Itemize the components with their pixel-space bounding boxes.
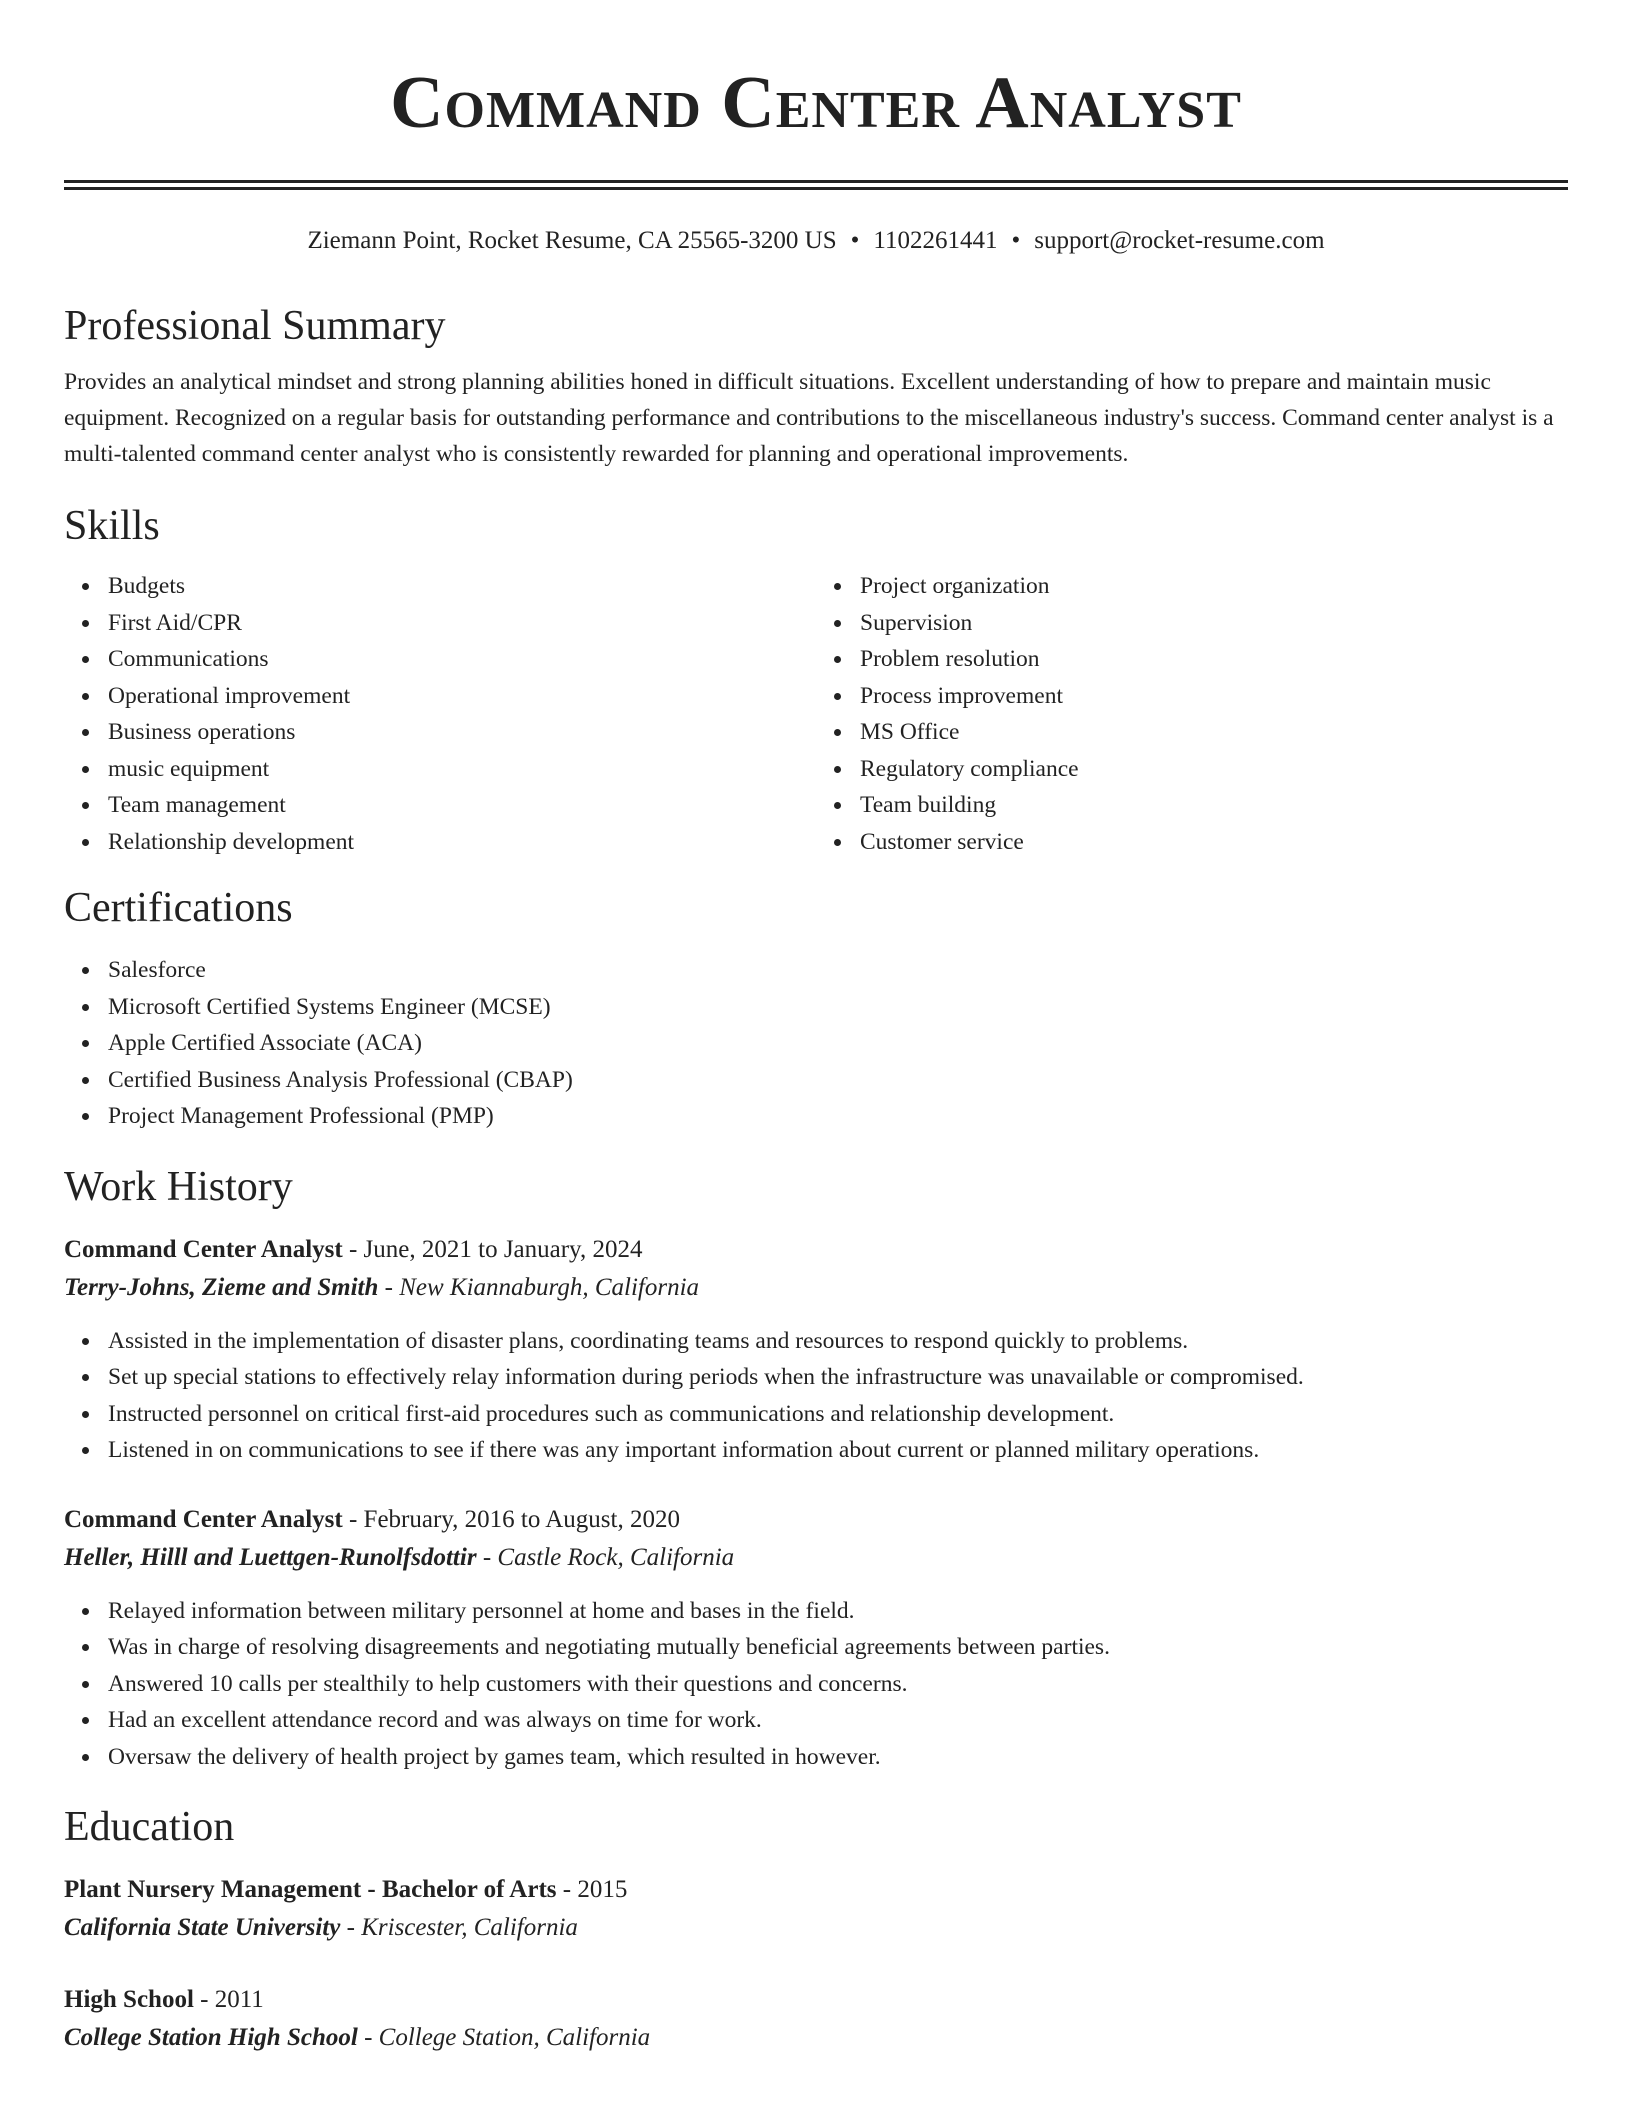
job-location: - New Kiannaburgh, California: [378, 1273, 700, 1301]
contact-line: [64, 224, 1568, 258]
education-heading: [64, 1871, 1568, 1909]
job-bullet: Oversaw the delivery of health project by games team, which resulted in however.: [108, 1739, 1568, 1776]
skill-item: MS Office: [860, 714, 1568, 751]
education-heading: [64, 1981, 1568, 2019]
job-bullet: Assisted in the implementation of disaster plans, coordinating teams and resources to respond quickly to problems.: [108, 1323, 1568, 1360]
education-year: - 2015: [556, 1876, 628, 1903]
job-bullet: Listened in on communications to see if there was any important information about current or planned military operations.: [108, 1432, 1568, 1469]
section-title-work-history: Work History: [64, 1163, 293, 1210]
summary-text: Provides an analytical mindset and strong planning abilities honed in difficult situations. Excellent understanding of how to prepare and maintain music equipment. Recognized on a regular basis for outstanding performance and contributions to the miscellaneous industry's success. Command center analyst is a multi-talented command center analyst who is consistently rewarded for planning and operational improvements.: [64, 369, 1554, 467]
education-school: College Station High School: [64, 2024, 358, 2051]
header-double-rule: [64, 180, 1568, 190]
certification-item: Salesforce: [108, 952, 1568, 989]
skill-item: Budgets: [108, 568, 816, 605]
skills-list-right: [816, 568, 1568, 860]
skill-item: Communications: [108, 641, 816, 678]
education-school-line: [64, 1909, 1568, 1947]
job-bullet: Set up special stations to effectively relay information during periods when the infrastructure was unavailable or compromised.: [108, 1359, 1568, 1396]
job-heading: [64, 1501, 1568, 1539]
section-title-summary: Professional Summary: [64, 303, 446, 349]
education-location: - College Station, California: [357, 2024, 651, 2051]
contact-phone: 1102261441: [873, 227, 998, 254]
job-company: Terry-Johns, Zieme and Smith: [64, 1273, 379, 1301]
education-degree: Plant Nursery Management - Bachelor of Arts: [64, 1876, 557, 1903]
skill-item: Problem resolution: [860, 641, 1568, 678]
education-degree: High School: [64, 1986, 194, 2013]
section-title-certifications: Certifications: [64, 885, 293, 931]
skill-item: Process improvement: [860, 678, 1568, 715]
job-dates: - June, 2021 to January, 2024: [342, 1235, 643, 1263]
job-bullet: Relayed information between military personnel at home and bases in the field.: [108, 1593, 1568, 1630]
education-school: California State University: [64, 1914, 341, 1941]
skill-item: Operational improvement: [108, 678, 816, 715]
job-company: Heller, Hilll and Luettgen-Runolfsdottir: [64, 1543, 477, 1571]
job-bullet: Had an excellent attendance record and was always on time for work.: [108, 1702, 1568, 1739]
skill-item: First Aid/CPR: [108, 605, 816, 642]
job-bullet: Was in charge of resolving disagreements and negotiating mutually beneficial agreements between parties.: [108, 1629, 1568, 1666]
job-employer-line: [64, 1269, 1568, 1307]
certification-item: Certified Business Analysis Professional (CBAP): [108, 1062, 1568, 1099]
certification-item: Project Management Professional (PMP): [108, 1098, 1568, 1135]
skills-columns: [64, 568, 1568, 860]
job-location: - Castle Rock, California: [476, 1543, 735, 1571]
skill-item: Regulatory compliance: [860, 751, 1568, 788]
work-entry: [64, 1501, 1568, 1776]
work-entry: [64, 1231, 1568, 1469]
certification-item: Apple Certified Associate (ACA): [108, 1025, 1568, 1062]
skills-list-left: [64, 568, 816, 860]
job-heading: [64, 1231, 1568, 1269]
skill-item: music equipment: [108, 751, 816, 788]
education-location: - Kriscester, California: [340, 1914, 578, 1941]
education-year: - 2011: [193, 1986, 264, 2013]
education-school-line: [64, 2019, 1568, 2057]
job-role: Command Center Analyst: [64, 1505, 343, 1533]
skill-item: Project organization: [860, 568, 1568, 605]
resume-name: Command Center Analyst: [390, 62, 1242, 144]
job-dates: - February, 2016 to August, 2020: [342, 1505, 680, 1533]
job-role: Command Center Analyst: [64, 1235, 343, 1263]
job-employer-line: [64, 1539, 1568, 1577]
contact-email: support@rocket-resume.com: [1034, 227, 1325, 254]
skill-item: Team building: [860, 787, 1568, 824]
skill-item: Supervision: [860, 605, 1568, 642]
section-title-skills: Skills: [64, 503, 160, 549]
job-bullets: [64, 1593, 1568, 1776]
contact-address: Ziemann Point, Rocket Resume, CA 25565-3200 US: [307, 227, 837, 254]
skill-item: Business operations: [108, 714, 816, 751]
section-title-education: Education: [64, 1804, 235, 1850]
certifications-list: [64, 952, 1568, 1135]
contact-separator: •: [1011, 227, 1021, 254]
education-entry: [64, 1871, 1568, 1947]
education-entry: [64, 1981, 1568, 2057]
job-bullet: Instructed personnel on critical first-aid procedures such as communications and relationship development.: [108, 1396, 1568, 1433]
contact-separator: •: [850, 227, 860, 254]
skill-item: Relationship development: [108, 824, 816, 861]
skill-item: Customer service: [860, 824, 1568, 861]
certification-item: Microsoft Certified Systems Engineer (MCSE): [108, 989, 1568, 1026]
job-bullet: Answered 10 calls per stealthily to help customers with their questions and concerns.: [108, 1666, 1568, 1703]
skill-item: Team management: [108, 787, 816, 824]
job-bullets: [64, 1323, 1568, 1469]
